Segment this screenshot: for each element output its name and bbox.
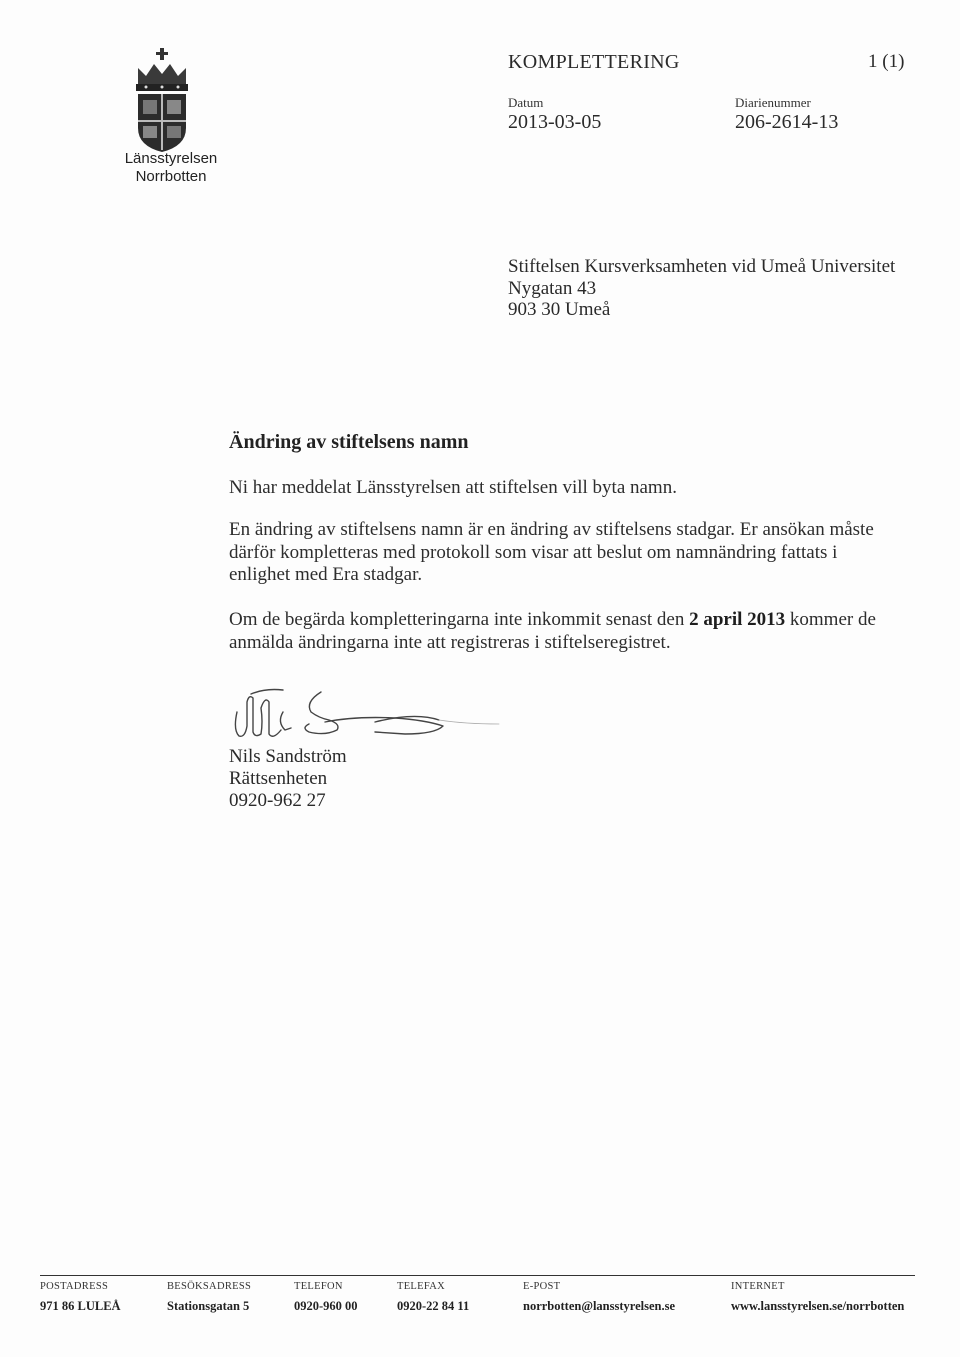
footer-email-value: norrbotten@lansstyrelsen.se xyxy=(523,1299,676,1313)
date-label: Datum xyxy=(508,95,544,110)
footer-divider xyxy=(40,1275,915,1276)
footer-fax-value: 0920-22 84 11 xyxy=(397,1299,470,1313)
signer-phone: 0920-962 27 xyxy=(229,790,326,811)
paragraph-1: Ni har meddelat Länsstyrelsen att stiftelsen vill byta namn. xyxy=(229,477,677,498)
footer-visit xyxy=(167,1281,251,1319)
page-number: 1 (1) xyxy=(868,51,905,72)
deadline-date: 2 april 2013 xyxy=(689,609,786,630)
org-name-line1: Länsstyrelsen xyxy=(124,150,218,167)
org-name xyxy=(116,150,226,186)
footer-phone-value: 0920-960 00 xyxy=(294,1299,358,1313)
footer-postal-value: 971 86 LULEÅ xyxy=(40,1299,121,1313)
footer-postal xyxy=(40,1281,121,1319)
footer-email-label: E-POST xyxy=(523,1281,561,1292)
recipient-address xyxy=(508,256,895,321)
footer-visit-label: BESÖKSADRESS xyxy=(167,1281,252,1292)
footer-phone xyxy=(294,1281,358,1319)
footer-phone-label: TELEFON xyxy=(294,1281,343,1292)
paragraph-3-end: kommer de anmälda ändringarna inte att registreras i stiftelseregistret. xyxy=(229,609,876,653)
diarie-value: 206-2614-13 xyxy=(735,111,839,133)
handwritten-signature xyxy=(225,682,505,744)
recipient-line3: 903 30 Umeå xyxy=(508,299,611,320)
diarie-label: Diarienummer xyxy=(735,95,811,110)
footer-visit-value: Stationsgatan 5 xyxy=(167,1299,250,1313)
org-name-line2: Norrbotten xyxy=(135,168,207,185)
letter-heading: Ändring av stiftelsens namn xyxy=(229,431,469,453)
signer-unit: Rättsenheten xyxy=(229,768,328,789)
footer-internet-label: INTERNET xyxy=(731,1281,785,1292)
recipient-line1: Stiftelsen Kursverksamheten vid Umeå Universitet xyxy=(508,256,896,277)
paragraph-2: En ändring av stiftelsens namn är en ändring av stiftelsens stadgar. Er ansökan måste därför kompletteras med protokoll som visar att beslut om namnändring fattats i enlighet med Era stadgar. xyxy=(229,519,874,585)
date-value: 2013-03-05 xyxy=(508,111,602,133)
footer-fax xyxy=(397,1281,469,1319)
footer-internet-value: www.lansstyrelsen.se/norrbotten xyxy=(731,1299,905,1313)
footer-fax-label: TELEFAX xyxy=(397,1281,445,1292)
signer-name: Nils Sandström xyxy=(229,746,347,767)
signer-block xyxy=(229,746,347,812)
coat-of-arms-icon xyxy=(132,46,192,156)
recipient-line2: Nygatan 43 xyxy=(508,277,597,299)
footer-postal-label: POSTADRESS xyxy=(40,1281,109,1292)
footer-email xyxy=(523,1281,675,1319)
paragraph-3-start: Om de begärda kompletteringarna inte inkommit senast den xyxy=(229,609,690,630)
document-title: KOMPLETTERING xyxy=(508,51,680,73)
paragraph-3 xyxy=(229,609,899,654)
footer-internet xyxy=(731,1281,904,1319)
